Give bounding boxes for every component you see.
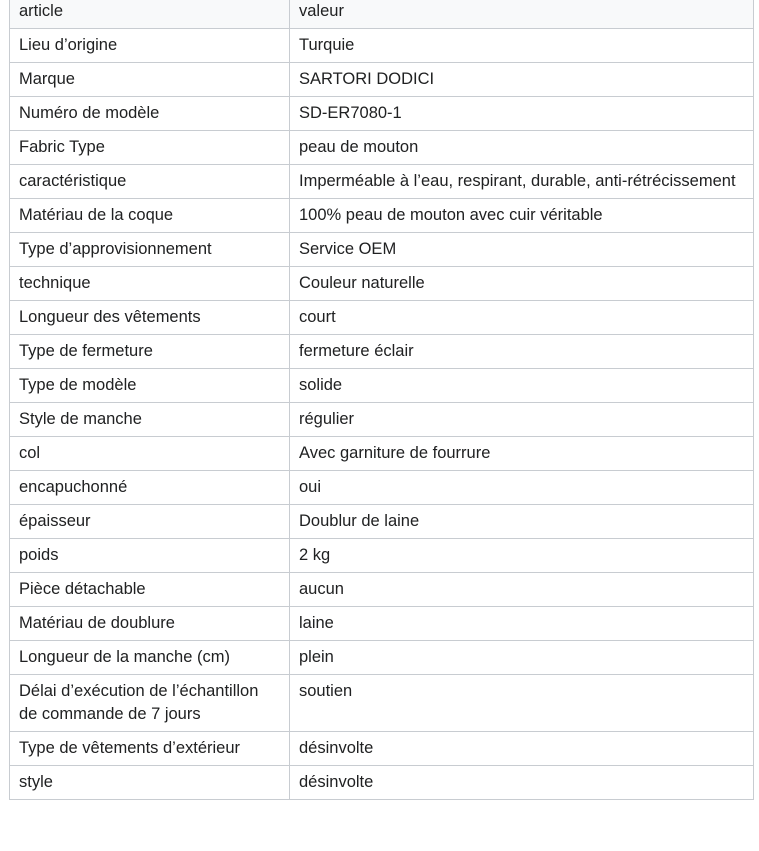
row-value-cell: oui (290, 471, 754, 505)
table-row (10, 539, 754, 573)
row-key-cell: Style de manche (10, 403, 290, 437)
row-key-cell: Numéro de modèle (10, 97, 290, 131)
row-value-cell: Turquie (290, 29, 754, 63)
table-row (10, 63, 754, 97)
table-header-row (10, 0, 754, 29)
row-value-cell: fermeture éclair (290, 335, 754, 369)
row-value-cell: désinvolte (290, 766, 754, 800)
table-row (10, 165, 754, 199)
row-key-cell: Type de fermeture (10, 335, 290, 369)
row-value-cell: Couleur naturelle (290, 267, 754, 301)
table-row (10, 369, 754, 403)
table-row (10, 471, 754, 505)
row-value-cell: court (290, 301, 754, 335)
row-key-cell: Lieu d’origine (10, 29, 290, 63)
row-key-cell: Marque (10, 63, 290, 97)
row-key-cell: Délai d’exécution de l’échantillon de commande de 7 jours (10, 675, 290, 732)
table-row (10, 403, 754, 437)
row-value-cell: plein (290, 641, 754, 675)
table-row (10, 97, 754, 131)
row-value-cell: solide (290, 369, 754, 403)
table-row (10, 675, 754, 732)
row-key-cell: épaisseur (10, 505, 290, 539)
row-key-cell: col (10, 437, 290, 471)
row-key-cell: Matériau de la coque (10, 199, 290, 233)
row-value-cell: peau de mouton (290, 131, 754, 165)
table-row (10, 29, 754, 63)
header-key-cell: article (10, 0, 290, 29)
row-key-cell: caractéristique (10, 165, 290, 199)
spec-table (9, 0, 754, 800)
table-row (10, 607, 754, 641)
table-row (10, 233, 754, 267)
row-value-cell: régulier (290, 403, 754, 437)
row-key-cell: Type d’approvisionnement (10, 233, 290, 267)
row-key-cell: Longueur de la manche (cm) (10, 641, 290, 675)
table-row (10, 131, 754, 165)
row-value-cell: soutien (290, 675, 754, 732)
row-value-cell: 2 kg (290, 539, 754, 573)
row-key-cell: Pièce détachable (10, 573, 290, 607)
row-key-cell: Type de modèle (10, 369, 290, 403)
row-value-cell: aucun (290, 573, 754, 607)
row-value-cell: laine (290, 607, 754, 641)
row-value-cell: 100% peau de mouton avec cuir véritable (290, 199, 754, 233)
table-row (10, 766, 754, 800)
row-value-cell: Avec garniture de fourrure (290, 437, 754, 471)
table-row (10, 199, 754, 233)
row-key-cell: encapuchonné (10, 471, 290, 505)
table-row (10, 641, 754, 675)
spec-table-body (10, 0, 754, 800)
row-key-cell: Matériau de doublure (10, 607, 290, 641)
table-row (10, 573, 754, 607)
row-key-cell: Fabric Type (10, 131, 290, 165)
table-row (10, 505, 754, 539)
row-value-cell: SARTORI DODICI (290, 63, 754, 97)
row-value-cell: Imperméable à l’eau, respirant, durable, anti-rétrécissement (290, 165, 754, 199)
row-key-cell: style (10, 766, 290, 800)
row-key-cell: poids (10, 539, 290, 573)
table-row (10, 335, 754, 369)
row-value-cell: Doublur de laine (290, 505, 754, 539)
row-value-cell: SD-ER7080-1 (290, 97, 754, 131)
table-row (10, 267, 754, 301)
table-row (10, 301, 754, 335)
row-key-cell: Longueur des vêtements (10, 301, 290, 335)
row-key-cell: technique (10, 267, 290, 301)
row-value-cell: désinvolte (290, 732, 754, 766)
table-row (10, 437, 754, 471)
row-value-cell: Service OEM (290, 233, 754, 267)
table-row (10, 732, 754, 766)
header-value-cell: valeur (290, 0, 754, 29)
row-key-cell: Type de vêtements d’extérieur (10, 732, 290, 766)
